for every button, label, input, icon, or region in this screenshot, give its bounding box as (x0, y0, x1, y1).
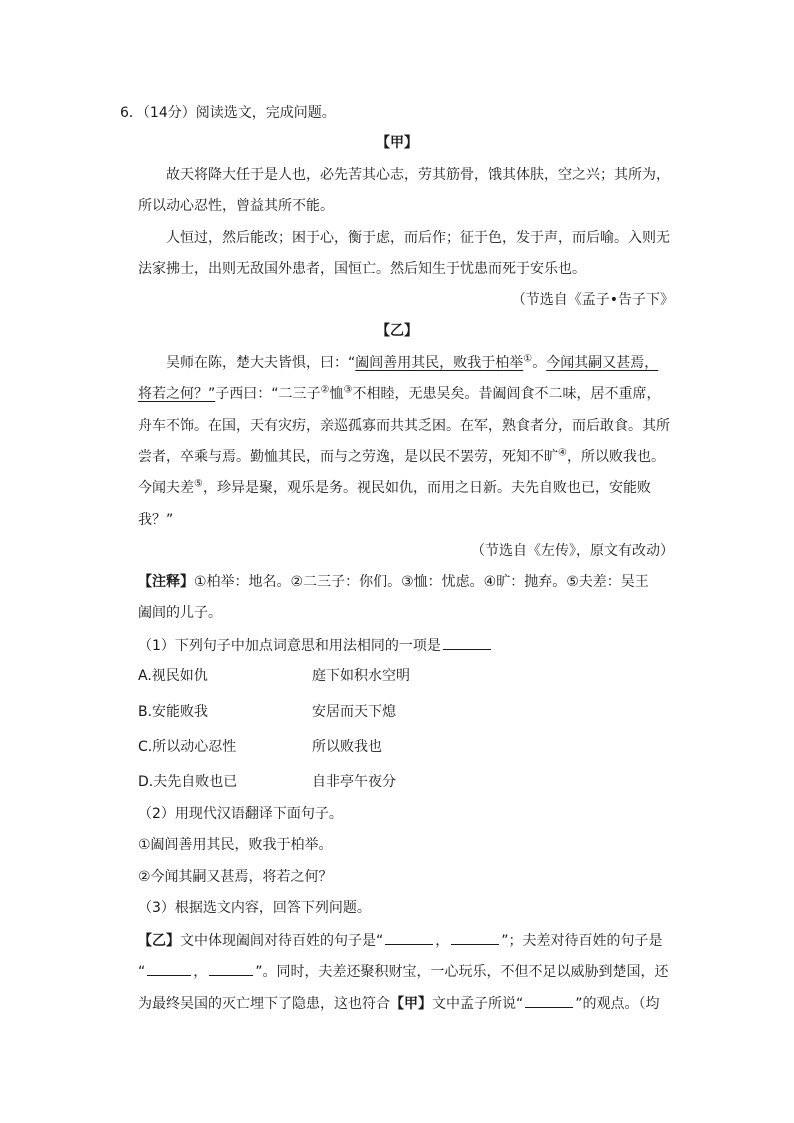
note-marker-3: ③ (343, 384, 353, 396)
q3-line-2 (138, 961, 669, 982)
yi-line-1-text-b: 。 (532, 355, 547, 371)
yi-line-4-text-b: ，所以败我也。 (566, 449, 665, 465)
notes-text-1: ①柏举：地名。②二三子：你们。③恤：忧虑。④旷：抛弃。⑤夫差：吴王 (194, 574, 649, 590)
q3-line-2-text-b: ”。同时，夫差还聚积财宝，一心玩乐，不但不足以威胁到楚国，还 (255, 964, 669, 980)
jia-paragraph-1-line-2: 所以动心忍性，曾益其所不能。 (138, 198, 334, 214)
yi-line-5-text-a: 今闻夫差 (138, 480, 194, 496)
q3-yi-label: 【乙】 (138, 933, 180, 949)
q3-blank-1[interactable] (385, 930, 433, 945)
yi-line-3: 舟车不饰。在国，天有灾疠，亲巡孤寡而共其乏困。在军，熟食者分，而后敢食。其所 (138, 418, 670, 434)
q3-line-3-text-b: 文中孟子所说“ (432, 996, 524, 1012)
q3-line-3 (138, 993, 660, 1014)
jia-paragraph-2-line-1: 人恒过，然后能改；困于心，衡于虑，而后作；征于色，发于声，而后喻。入则无 (166, 230, 670, 246)
q3-line-2-text-a: “ (138, 964, 146, 980)
q3-blank-5[interactable] (525, 993, 573, 1008)
q3-line-2-sep: ， (193, 964, 208, 980)
jia-paragraph-2-line-2: 法家拂士，出则无敌国外患者，国恒亡。然后知生于忧患而死于安乐也。 (138, 261, 586, 277)
yi-line-5 (138, 478, 651, 498)
q1-option-c-right: 所以败我也 (312, 739, 382, 755)
yi-line-6: 我？” (138, 512, 174, 528)
q2-sentence-2: ②今闻其嗣又甚焉，将若之何？ (138, 869, 333, 885)
q3-line-1-sep: ， (435, 933, 450, 949)
q3-blank-4[interactable] (209, 961, 253, 976)
yi-line-4-text-a: 尝者，卒乘与焉。勤恤其民，而与之劳逸，是以民不罢劳，死知不旷 (138, 449, 558, 465)
notes-line-2: 阖闾的儿子。 (138, 605, 222, 621)
q1-option-d-right: 自非亭午夜分 (312, 774, 396, 790)
jia-paragraph-1-line-1: 故天将降大任于是人也，必先苦其心志，劳其筋骨，饿其体肤，空之兴；其所为， (166, 167, 670, 183)
yi-line-5-text-b: ，珍异是聚，观乐是务。视民如仇，而用之日新。夫先自败也已，安能败 (202, 480, 651, 496)
yi-underlined-sentence-2-end: 将若之何？” (138, 386, 216, 402)
q1-stem-text: （1）下列句子中加点词意思和用法相同的一项是 (138, 638, 441, 654)
q3-blank-3[interactable] (147, 961, 191, 976)
yi-line-1-text-a: 吴师在陈，楚大夫皆惧，曰：“ (166, 355, 356, 371)
q3-stem: （3）根据选文内容，回答下列问题。 (138, 900, 371, 916)
q3-blank-2[interactable] (451, 930, 499, 945)
q1-option-a (138, 666, 698, 686)
notes-label: 【注释】 (138, 574, 194, 590)
q1-option-d (138, 772, 698, 792)
yi-underlined-sentence-2: 今闻其嗣又甚焉， (546, 355, 659, 371)
q1-option-b-right: 安居而天下熄 (312, 704, 396, 720)
notes-line-1 (138, 572, 649, 592)
yi-source: （节选自《左传》，原文有改动） (471, 543, 674, 559)
note-marker-2: ② (320, 384, 330, 396)
yi-line-2-text-a: 子西曰：“二三子 (215, 386, 321, 402)
jia-source: （节选自《孟子•告子下》 (511, 292, 674, 308)
q3-line-1-text-b: ”；夫差对待百姓的句子是 (501, 933, 663, 949)
q1-option-a-left: A.视民如仇 (138, 668, 208, 684)
q1-option-b (138, 702, 698, 722)
q1-option-d-left: D.夫先自败也已 (138, 774, 238, 790)
q1-option-c (138, 737, 698, 757)
q3-line-1-text-a: 文中体现阖闾对待百姓的句子是“ (180, 933, 384, 949)
yi-line-1 (166, 353, 658, 373)
note-marker-5: ⑤ (194, 478, 203, 490)
q2-sentence-1: ①阖闾善用其民，败我于柏举。 (138, 837, 333, 853)
q3-jia-label: 【甲】 (390, 996, 432, 1012)
yi-underlined-sentence-1: 阖闾善用其民，败我于柏举 (355, 355, 524, 371)
section-jia-title: 【甲】 (376, 135, 418, 151)
question-header: 6．（14分）阅读选文，完成问题。 (120, 105, 336, 121)
q2-stem: （2）用现代汉语翻译下面句子。 (138, 806, 343, 822)
q3-line-1 (138, 930, 663, 951)
note-marker-4: ④ (558, 447, 567, 459)
yi-line-2-text-b: 恤 (329, 386, 344, 402)
q1-option-b-left: B.安能败我 (138, 704, 209, 720)
q1-stem (138, 635, 493, 656)
section-yi-title: 【乙】 (376, 323, 418, 339)
q1-answer-blank[interactable] (443, 635, 491, 650)
q3-line-3-text-a: 为最终吴国的灭亡埋下了隐患，这也符合 (138, 996, 390, 1012)
q1-option-c-left: C.所以动心忍性 (138, 739, 237, 755)
yi-line-4 (138, 447, 665, 467)
q1-option-a-right: 庭下如积水空明 (312, 668, 410, 684)
yi-line-2-text-c: 不相睦，无患吴矣。昔阖闾食不二味，居不重席， (352, 386, 661, 402)
note-marker-1: ① (523, 353, 533, 365)
q3-line-3-text-c: ”的观点。（均 (575, 996, 660, 1012)
yi-line-2 (138, 384, 660, 404)
